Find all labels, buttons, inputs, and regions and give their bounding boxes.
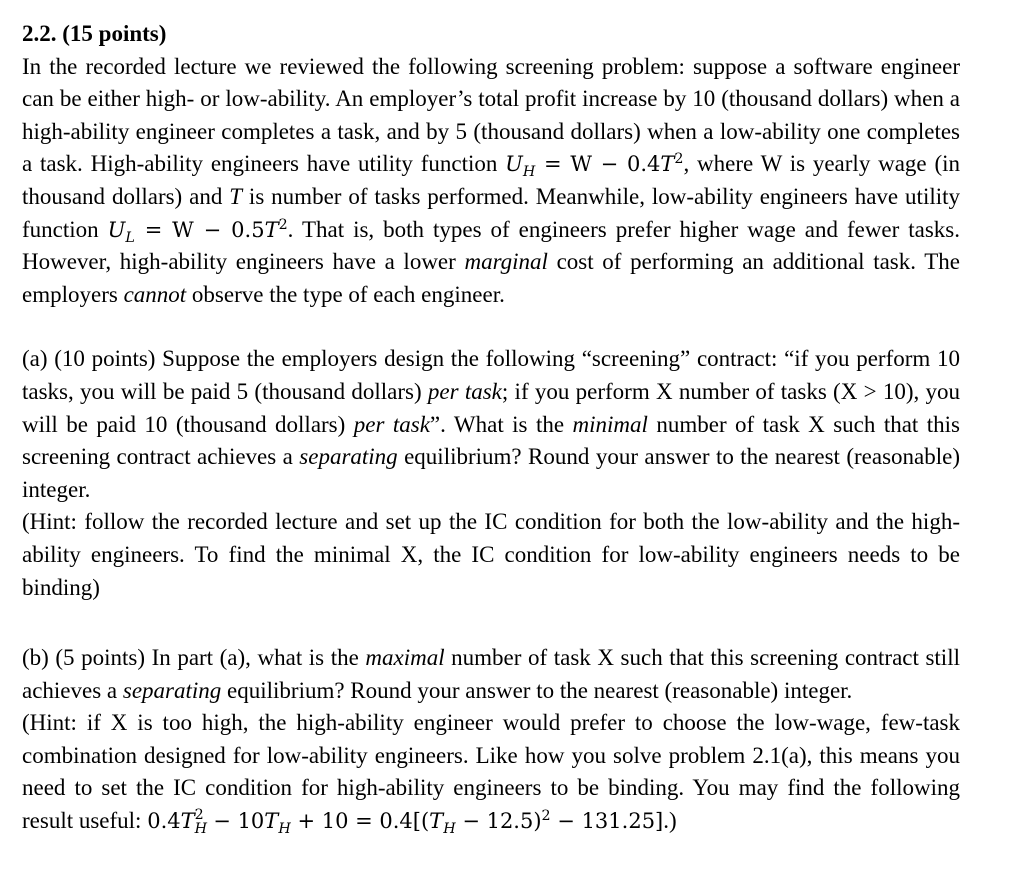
part-a-hint: (Hint: follow the recorded lecture and set up the IC condition for both the low-ability and the high-ability engineers. To find the minimal X, the IC condition for low-ability engineers needs to be binding) (22, 509, 960, 600)
hint-equation: 0.4T 2 H − $10T_H + 10 = 0.4[(T_H - 12.5)^2 - 131.25]$ (147, 807, 664, 838)
intro-var-t: T (229, 183, 243, 209)
utility-high-equation: $U_H = W - 0.4T^2$ (505, 151, 684, 181)
problem-heading: 2.2. (15 points) (22, 21, 167, 46)
problem-intro (22, 51, 960, 312)
intro-text-3: is number of tasks performed. Meanwhile, low-ability engineers have utility function (22, 183, 960, 242)
intro-text-2: , where W is yearly wage (in thousand dollars) and (22, 151, 960, 209)
intro-text-5: cost of performing an additional task. The employers (22, 249, 960, 307)
intro-emph-cannot: cannot (123, 281, 187, 307)
part-a-question: (a) (10 points) Suppose the employers design the following “screening” contract: “if you perform 10 tasks, you will be paid 5 (thousand dollars) per task; if you perform X number of tasks (X > 10), you will be paid 10 (thousand dollars) per task”. What is the minimal number of task X such that this screening contract achieves a separating equilibrium? Round your answer to the nearest (reasonable) integer. (22, 346, 960, 502)
intro-text-6: observe the type of each engineer. (186, 281, 505, 307)
intro-text-4: . That is, both types of engineers prefer higher wage and fewer tasks. However, high-ability engineers have a lower (22, 216, 961, 275)
part-b-question: (b) (5 points) In part (a), what is the maximal number of task X such that this screening contract still achieves a separating equilibrium? Round your answer to the nearest (reasonable) integer. (22, 645, 960, 703)
intro-emph-marginal: marginal (464, 249, 548, 275)
utility-low-equation: $U_L = W - 0.5T^2$ (107, 216, 288, 246)
intro-text-1: In the recorded lecture we reviewed the following screening problem: suppose a software engineer can be either high- or low-ability. An employer’s total profit increase by 10 (thousand dollars) when a high-ability engineer completes a task, and by 5 (thousand dollars) when a low-ability one completes a task. High-ability engineers have utility function (22, 53, 960, 177)
part-b-hint: (Hint: if X is too high, the high-ability engineer would prefer to choose the low-wage, few-task combination designed for low-ability engineers. Like how you solve problem 2.1(a), this means you need to set the IC condition for high-ability engineers to be binding. You may find the following result useful: 0.4T 2 H − $10T_H + 10 = 0.4[(T_H - 12.5)^2 - 131.25]$.) (22, 710, 960, 838)
